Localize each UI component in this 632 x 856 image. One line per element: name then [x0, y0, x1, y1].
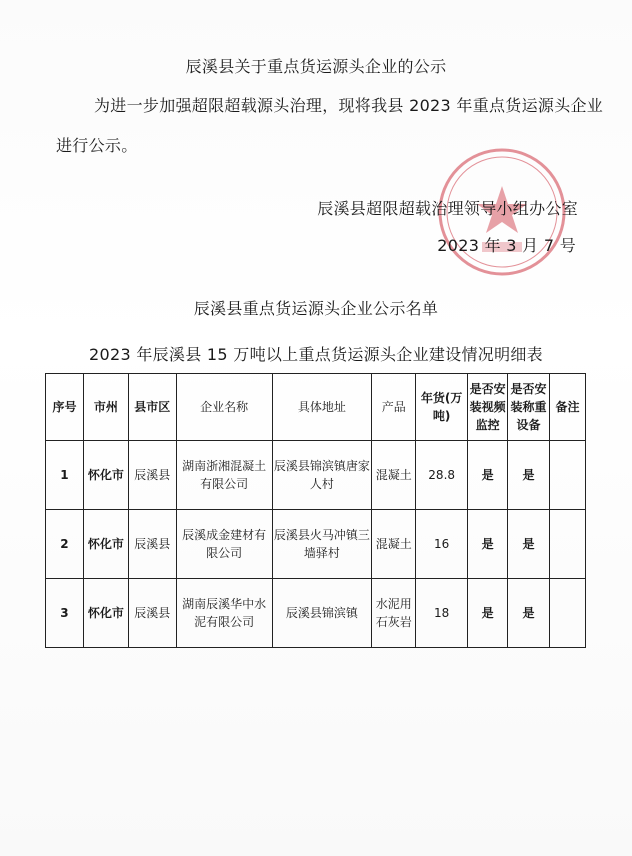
cell-video: 是 [468, 579, 508, 648]
cell-seq: 1 [46, 441, 84, 510]
cell-address: 辰溪县火马冲镇三墙驿村 [272, 510, 372, 579]
table-row [46, 579, 586, 648]
cell-seq: 3 [46, 579, 84, 648]
cell-county: 辰溪县 [128, 441, 176, 510]
header-address: 具体地址 [272, 374, 372, 441]
cell-annual: 28.8 [416, 441, 468, 510]
table-title: 2023 年辰溪县 15 万吨以上重点货运源头企业建设情况明细表 [89, 345, 543, 364]
notice-body-line-2: 进行公示。 [56, 136, 138, 155]
signature-date: 2023 年 3 月 7 号 [437, 236, 576, 255]
cell-video: 是 [468, 510, 508, 579]
enterprise-table [45, 373, 586, 648]
cell-seq: 2 [46, 510, 84, 579]
cell-product: 混凝土 [372, 510, 416, 579]
cell-county: 辰溪县 [128, 579, 176, 648]
header-video: 是否安装视频监控 [468, 374, 508, 441]
cell-city: 怀化市 [83, 579, 128, 648]
cell-weigh: 是 [508, 510, 550, 579]
cell-company: 湖南浙湘混凝土有限公司 [176, 441, 272, 510]
header-company: 企业名称 [176, 374, 272, 441]
list-title: 辰溪县重点货运源头企业公示名单 [193, 299, 439, 318]
table-row [46, 510, 586, 579]
table-header-row [46, 374, 586, 441]
table-row [46, 441, 586, 510]
cell-product: 水泥用石灰岩 [372, 579, 416, 648]
header-remark: 备注 [549, 374, 585, 441]
notice-title: 辰溪县关于重点货运源头企业的公示 [185, 57, 447, 76]
cell-remark [549, 510, 585, 579]
cell-annual: 16 [416, 510, 468, 579]
cell-city: 怀化市 [83, 441, 128, 510]
header-county: 县市区 [128, 374, 176, 441]
cell-company: 湖南辰溪华中水泥有限公司 [176, 579, 272, 648]
signature-organization: 辰溪县超限超载治理领导小组办公室 [317, 199, 578, 218]
cell-weigh: 是 [508, 441, 550, 510]
cell-product: 混凝土 [372, 441, 416, 510]
cell-remark [549, 441, 585, 510]
header-city: 市州 [83, 374, 128, 441]
cell-company: 辰溪成金建材有限公司 [176, 510, 272, 579]
cell-address: 辰溪县锦滨镇唐家人村 [272, 441, 372, 510]
header-weigh: 是否安装称重设备 [508, 374, 550, 441]
cell-annual: 18 [416, 579, 468, 648]
cell-remark [549, 579, 585, 648]
cell-video: 是 [468, 441, 508, 510]
cell-county: 辰溪县 [128, 510, 176, 579]
cell-weigh: 是 [508, 579, 550, 648]
header-seq: 序号 [46, 374, 84, 441]
notice-body-line-1: 为进一步加强超限超载源头治理，现将我县 2023 年重点货运源头企业 [94, 96, 604, 115]
header-product: 产品 [372, 374, 416, 441]
cell-city: 怀化市 [83, 510, 128, 579]
header-annual: 年货(万吨) [416, 374, 468, 441]
cell-address: 辰溪县锦滨镇 [272, 579, 372, 648]
